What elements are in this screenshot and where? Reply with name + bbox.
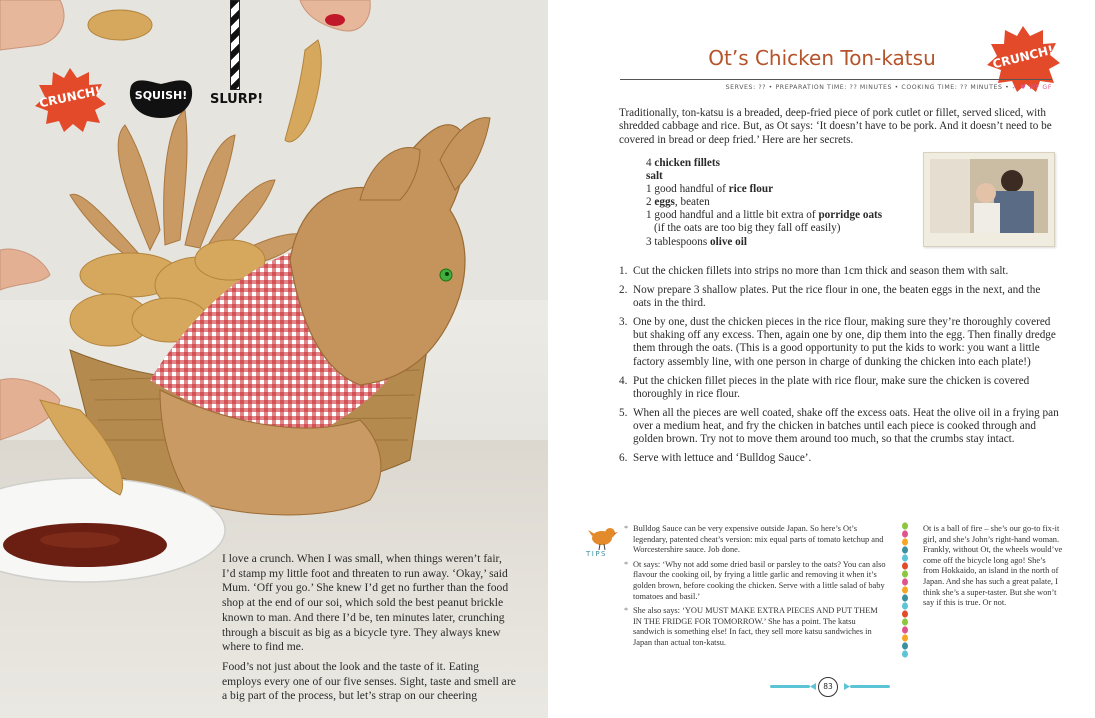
tip-text: She also says: ‘YOU MUST MAKE EXTRA PIECES AND PUT THEM IN THE FRIDGE FOR TOMORROW.’ She has a point. The katsu sandwich is something else! In fact, they sell more katsu sandwiches in Japan than actual ton-katsu. bbox=[633, 606, 878, 647]
decorative-dot bbox=[902, 594, 908, 601]
decorative-dot bbox=[902, 602, 908, 609]
tip-text: Bulldog Sauce can be very expensive outside Japan. So here’s Ot’s legendary, patented cheat’s version: mix equal parts of tomato ketchup and Worcestershire sauce. Job done. bbox=[633, 524, 884, 555]
left-intro-paragraph-2: Food’s not just about the look and the taste of it. Eating employs every one of our five senses. Sight, taste and smell are a big part of the process, but let’s strap on our cheering bbox=[222, 659, 516, 703]
ingredient-quantity: 2 bbox=[646, 196, 655, 209]
ingredient-name: chicken fillets bbox=[654, 157, 720, 169]
ingredient-name: rice flour bbox=[728, 183, 774, 196]
ingredient-item bbox=[646, 209, 946, 222]
decorative-dot bbox=[902, 562, 908, 569]
tips-list bbox=[624, 524, 886, 653]
method-step bbox=[619, 407, 1059, 446]
tip-item bbox=[624, 524, 886, 556]
recipe-intro: Traditionally, ton-katsu is a breaded, deep-fried piece of pork cutlet or fillet, served sliced, with shredded cabbage and rice. But, as Ot says: ‘It doesn’t have to be pork. And it doesn’t need to be covered in bread or deep fried.’ Here are her secrets. bbox=[619, 107, 1052, 146]
step-text: Cut the chicken fillets into strips no more than 1cm thick and season them with salt. bbox=[633, 265, 1009, 277]
decorative-dot bbox=[902, 530, 908, 537]
ingredient-quantity: 4 bbox=[646, 157, 655, 169]
ingredient-quantity: 1 good handful and a little bit extra of bbox=[646, 209, 819, 222]
asterisk-icon: * bbox=[624, 606, 629, 616]
ot-side-note: Ot is a ball of fire – she’s our go-to fix-it girl, and she’s John’s right-hand woman. Frankly, without Ot, the wheels would’ve come off the bicycle long ago! She’s from Hokkaido, an island in the north of Japan. And she has such a great palate, I think she’s a super-taster. But she won’t say if this is true. Or not. bbox=[923, 524, 1063, 608]
crunch-sticker-text: CRUNCH! bbox=[38, 83, 102, 111]
ingredient-quantity: (if the oats are too big they fall off easily) bbox=[654, 222, 841, 235]
decorative-dot bbox=[902, 546, 908, 553]
method-step bbox=[619, 452, 1059, 465]
recipe-meta-line bbox=[620, 84, 1052, 91]
ingredients-list bbox=[646, 157, 946, 249]
decorative-dot bbox=[902, 578, 908, 585]
step-text: Serve with lettuce and ‘Bulldog Sauce’. bbox=[633, 452, 812, 465]
ingredient-name: porridge oats bbox=[818, 209, 883, 222]
crunch-sticker-left bbox=[34, 68, 106, 132]
bird-icon bbox=[588, 524, 618, 550]
decorative-dot bbox=[902, 642, 908, 649]
method-steps bbox=[619, 265, 1059, 471]
tip-item bbox=[624, 606, 886, 648]
left-intro-paragraph-1: I love a crunch. When I was small, when things weren’t fair, I’d stamp my little foot and threaten to run away. ‘Okay,’ said Mum. ‘Off you go.’ She knew I’d get no further than the food shop at the end of our soi, which sold the best peanut brickle known to man. And there I’d be, ten minutes later, crunching through a biscuit as big as a bicycle tyre. They always knew where to find me. bbox=[222, 552, 509, 654]
squish-sticker-text: SQUISH! bbox=[134, 89, 188, 102]
page-footer bbox=[770, 676, 890, 698]
decorative-dot bbox=[902, 634, 908, 641]
ingredient-item bbox=[646, 236, 946, 249]
asterisk-icon: * bbox=[624, 524, 629, 533]
decorative-dot bbox=[902, 618, 908, 625]
ingredient-note: , beaten bbox=[674, 196, 710, 209]
decorative-dot bbox=[902, 586, 908, 593]
ingredient-item bbox=[646, 196, 946, 209]
decorative-dot bbox=[902, 538, 908, 545]
recipe-meta-badges: ✓ ♥ WF GF bbox=[1011, 84, 1052, 91]
method-step bbox=[619, 265, 1059, 278]
decorative-dot bbox=[902, 650, 908, 657]
decorative-dot bbox=[902, 522, 908, 529]
tips-label: TIPS bbox=[586, 550, 608, 558]
step-text: One by one, dust the chicken pieces in the rice flour, making sure they’re thoroughly covered but shaking off any excess. Then, again one by one, dip them into the egg. Then finally dredge them through the oats. (This is a good opportunity to put the kids to work: you want a little factory assembly line, with one person in charge of dunking the chicken into each plate!) bbox=[633, 316, 1056, 368]
ingredient-item bbox=[646, 183, 946, 196]
method-step bbox=[619, 375, 1059, 401]
left-intro-text bbox=[222, 552, 518, 709]
decorative-dot bbox=[902, 554, 908, 561]
tip-text: Ot says: ‘Why not add some dried basil or parsley to the oats? You can also flavour the cooking oil, by frying a little garlic and removing it when it’s golden brown, before cooking the chicken. Serve with a little salad of baby tomatoes and basil.’ bbox=[633, 559, 886, 601]
ingredient-name: olive oil bbox=[710, 235, 747, 248]
decorative-dot bbox=[902, 626, 908, 633]
crunch-sticker-right bbox=[986, 26, 1060, 92]
step-number: 1. bbox=[619, 265, 628, 277]
step-number: 2. bbox=[619, 284, 628, 297]
slurp-sticker-text: SLURP! bbox=[210, 92, 264, 107]
step-number: 6. bbox=[619, 452, 628, 465]
ingredient-name: eggs bbox=[654, 196, 675, 209]
right-page-recipe bbox=[548, 0, 1095, 718]
crunch-sticker-right-text: CRUNCH! bbox=[991, 42, 1055, 72]
step-text: Now prepare 3 shallow plates. Put the rice flour in one, the beaten eggs in the next, and the oats in the third. bbox=[633, 284, 1041, 310]
page-number: 83 bbox=[818, 677, 838, 697]
family-snapshot-image bbox=[930, 159, 1048, 233]
ingredient-name: salt bbox=[646, 170, 663, 183]
recipe-meta-times: SERVES: ?? • PREPARATION TIME: ?? MINUTES • COOKING TIME: ?? MINUTES • bbox=[725, 84, 1010, 91]
family-photo bbox=[923, 152, 1055, 247]
ingredient-quantity: 1 good handful of bbox=[646, 183, 729, 196]
title-divider bbox=[620, 79, 1052, 80]
step-number: 4. bbox=[619, 374, 628, 387]
step-number: 3. bbox=[619, 316, 628, 329]
tip-item bbox=[624, 560, 886, 602]
step-number: 5. bbox=[619, 406, 628, 419]
squish-sticker bbox=[126, 74, 196, 120]
method-step bbox=[619, 316, 1059, 368]
ingredient-item bbox=[646, 157, 946, 170]
method-step bbox=[619, 284, 1059, 310]
striped-straw bbox=[230, 0, 240, 90]
asterisk-icon: * bbox=[624, 559, 629, 569]
step-text: When all the pieces are well coated, shake off the excess oats. Heat the olive oil in a frying pan over a medium heat, and fry the chicken in batches until each piece is cooked through and golden brown. Try not to move them around too much, so that the crumbs stay intact. bbox=[633, 406, 1059, 446]
colored-dots-divider bbox=[901, 522, 909, 658]
ingredient-item bbox=[646, 170, 946, 183]
ingredient-quantity: 3 tablespoons bbox=[646, 235, 711, 248]
step-text: Put the chicken fillet pieces in the plate with rice flour, make sure the chicken is covered thoroughly in rice flour. bbox=[633, 374, 1030, 400]
recipe-title: Ot’s Chicken Ton-katsu bbox=[708, 46, 936, 70]
ingredient-item bbox=[646, 222, 946, 235]
decorative-dot bbox=[902, 570, 908, 577]
decorative-dot bbox=[902, 610, 908, 617]
